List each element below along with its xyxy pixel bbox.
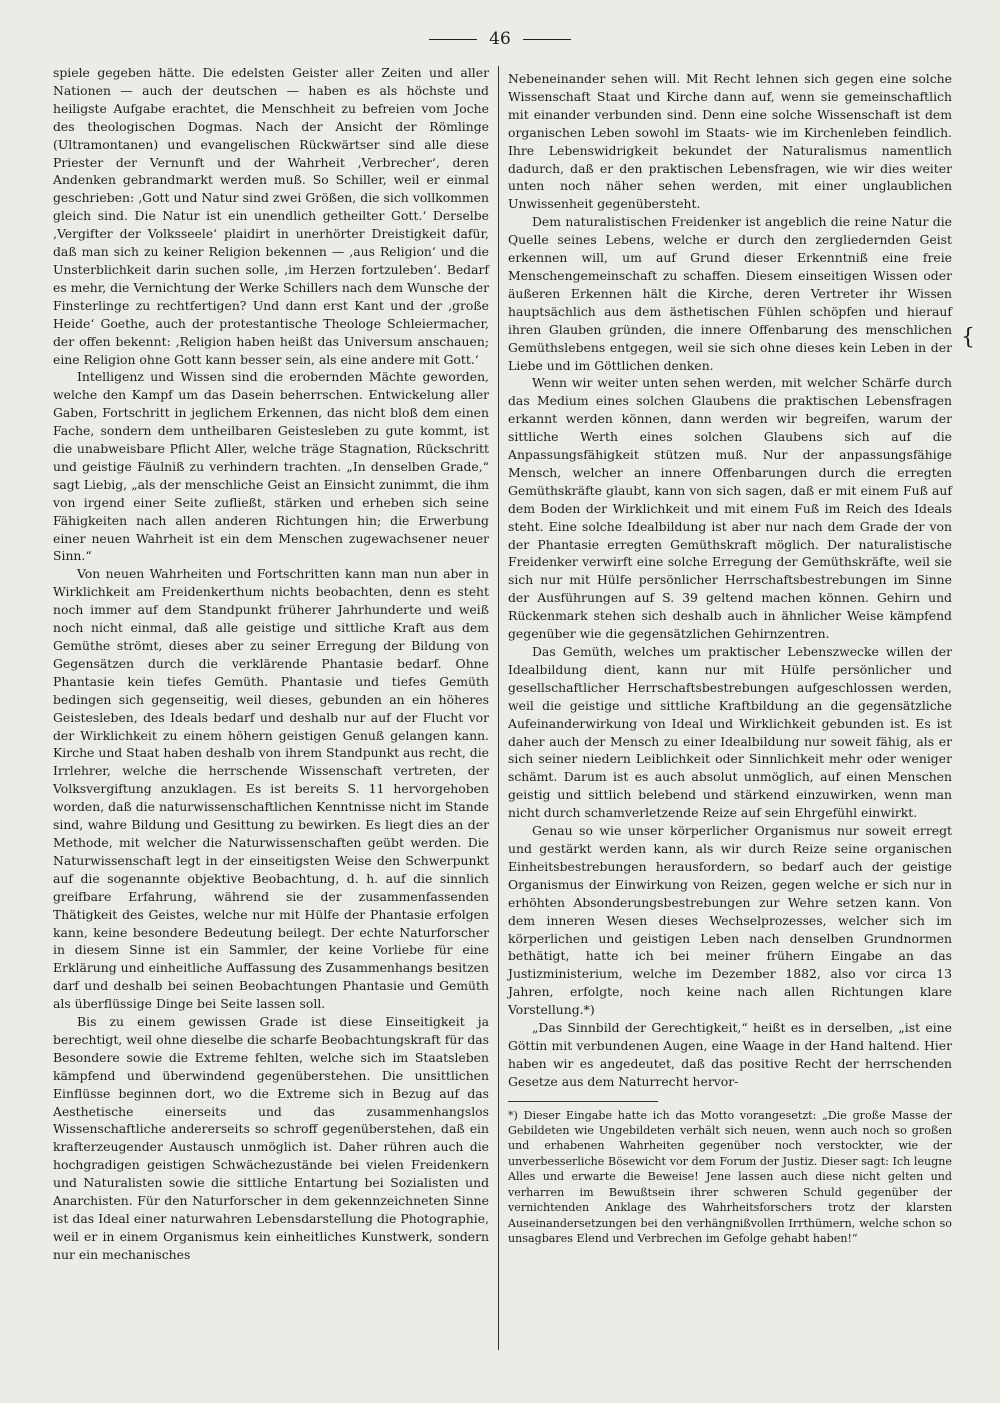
right-column <box>508 70 952 1246</box>
paragraph: Von neuen Wahrheiten und Fortschritten kann man nun aber in Wirklichkeit am Freidenkerthum nichts beobachten, denn es steht noch immer auf dem Standpunkt früherer Jahrhunderte und weiß noch nicht einmal, daß alle geistige und sittliche Kraft aus dem Gemüthe strömt, dieses aber zu seiner Erregung der Bildung von Gegensätzen durch die verklärende Phantasie bedarf. Ohne Phantasie kein tiefes Gemüth. Phantasie und tiefes Gemüth bedingen sich gegenseitig, weil dieses, gebunden an ein höheres Geistesleben, des Ideals bedarf und deshalb nur auf der Flucht vor der Wirklichkeit zu einem höhern geistigen Genuß gelangen kann. Kirche und Staat haben deshalb von ihrem Standpunkt aus recht, die Irrlehrer, welche die herrschende Wissenschaft vertreten, der Volksvergiftung anzuklagen. Es ist bereits S. 11 hervorgehoben worden, daß die naturwissenschaftlichen Kenntnisse nicht im Stande sind, wahre Bildung und Gesittung zu bewirken. Es liegt dies an der Methode, mit welcher die Naturwissenschaften geübt werden. Die Naturwissenschaft legt in der einseitigsten Weise den Schwerpunkt auf die sogenannte objektive Beobachtung, d. h. auf die sinnlich greifbare Erfahrung, während sie der zusammenfassenden Thätigkeit des Geistes, welche nur mit Hülfe der Phantasie erfolgen kann, keine besondere Bedeutung beilegt. Der echte Naturforscher in diesem Sinne ist ein Sammler, der keine Vorliebe für eine Erklärung und einheitliche Auffassung des Zusammenhangs besitzen darf und deshalb bei seinen Beobachtungen Phantasie und Gemüth als überflüssige Dinge bei Seite lassen soll. <box>53 566 489 1012</box>
header-rule-left <box>429 39 477 40</box>
paragraph: Bis zu einem gewissen Grade ist diese Einseitigkeit ja berechtigt, weil ohne dieselbe die scharfe Beobachtungskraft für das Besondere sowie die Extreme fehlten, welche sich im Staatsleben kämpfend und überwindend gegenüberstehen. Die unsittlichen Einflüsse beginnen dort, wo die Extreme sich in Bezug auf das Aesthetische einerseits und das zusammenhangslos Wissenschaftliche andererseits so schroff gegenüberstehen, daß ein krafterzeugender Austausch unmöglich ist. Daher rühren auch die hochgradigen geistigen Schwächezustände bei vielen Freidenkern und Naturalisten sowie die sittliche Entartung bei Sozialisten und Anarchisten. Für den Naturforscher in dem gekennzeichneten Sinne ist das Ideal einer naturwahren Lebensdarstellung die Photographie, weil er in einem Organismus kein einheitliches Kunstwerk, sondern nur ein mechanisches <box>53 1014 489 1262</box>
footnote: *) Dieser Eingabe hatte ich das Motto vorangesetzt: „Die große Masse der Gebildeten wie Ungebildeten verhält sich neuen, wenn auch noch so großen und erhabenen Wahrheiten gegenüber noch verstockter, wie der unverbesserliche Bösewicht vor dem Forum der Justiz. Dieser sagt: Ich leugne Alles und erwarte die Beweise! Jene lassen auch diese nicht gelten und verharren im Bewußtsein ihrer schweren Schuld gegenüber der vernichtenden Anklage des Wahrheitsforschers trotz der klarsten Auseinandersetzungen bei den verhängnißvollen Irrthümern, welche schon so unsagbares Elend und Verbrechen im Gefolge gehabt haben!“ <box>508 1108 952 1245</box>
footnote-rule <box>508 1101 658 1102</box>
column-divider <box>498 66 499 1350</box>
paragraph: Intelligenz und Wissen sind die erobernden Mächte geworden, welche den Kampf um das Dasein beherrschen. Entwickelung aller Gaben, Fortschritt in jeglichem Erkennen, das nicht bloß dem einen Fache, sondern dem untheilbaren Geistesleben zu gute kommt, ist die unabweisbare Pflicht Aller, welche träge Stagnation, Rückschritt und geistige Fäulniß zu verhindern trachten. „In denselben Grade,“ sagt Liebig, „als der menschliche Geist an Einsicht zunimmt, die ihm von irgend einer Seite zufließt, stärken und erheben sich seine Fähigkeiten nach allen anderen Richtungen hin; die Erwerbung einer neuen Wahrheit ist ein dem Menschen zugewachsener neuer Sinn.“ <box>53 369 489 564</box>
paragraph: Dem naturalistischen Freidenker ist angeblich die reine Natur die Quelle seines Lebens, welche er durch den zergliedernden Geist erkennen will, um auf Grund dieser Erkenntniß eine freie Menschengemeinschaft zu schaffen. Diesem einseitigen Wissen oder äußeren Erkennen hält die Kirche, deren Vertreter ihr Wissen hauptsächlich aus dem ästhetischen Fühlen schöpfen und hierauf ihren Glauben gründen, die innere Offenbarung des menschlichen Gemüthslebens entgegen, weil sie sich ohne dieses kein Leben in der Liebe und im Göttlichen denken. <box>508 214 952 373</box>
left-column <box>53 64 489 1264</box>
paragraph: Genau so wie unser körperlicher Organismus nur soweit erregt und gestärkt werden kann, als wir durch Reize seine organischen Einheitsbestrebungen herausfordern, so bedarf auch der geistige Organismus der Einwirkung von Reizen, gegen welche er sich nur in erhöhten Absonderungsbestrebungen zur Wehre setzen kann. Von dem inneren Wesen dieses Wechselprozesses, welcher sich im körperlichen und geistigen Leben nach denselben Grundnormen bethätigt, hatte ich bei meiner frühern Eingabe an das Justizministerium, welche im Dezember 1882, also vor circa 13 Jahren, erfolgte, noch keine nach allen Richtungen klare Vorstellung.*) <box>508 823 952 1018</box>
page-header <box>0 24 1000 54</box>
paragraph: spiele gegeben hätte. Die edelsten Geister aller Zeiten und aller Nationen — auch der deutschen — haben es als höchste und heiligste Aufgabe erachtet, die Menschheit zu befreien vom Joche des theologischen Dogmas. Nach der Ansicht der Römlinge (Ultramontanen) und evangelischen Rückwärtser sind alle diese Priester der Vernunft und der Wahrheit ‚Verbrecher‘, deren Andenken gebrandmarkt werden muß. So Schiller, weil er einmal geschrieben: ‚Gott und Natur sind zwei Größen, die sich vollkommen gleich sind. Die Natur ist ein unendlich getheilter Gott.‘ Derselbe ‚Vergifter der Volksseele‘ plaidirt in unerhörter Dreistigkeit dafür, daß man sich zu keiner Religion bekennen — ‚aus Religion‘ und die Unsterblichkeit darin suchen solle, ‚im Herzen fortzuleben‘. Bedarf es mehr, die Vernichtung der Werke Schillers nach dem Wunsche der Finsterlinge zu rechtfertigen? Und dann erst Kant und der ‚große Heide‘ Goethe, auch der protestantische Theologe Schleiermacher, der offen bekennt: ‚Religion haben heißt das Universum anschauen; eine Religion ohne Gott kann besser sein, als eine andere mit Gott.‘ <box>53 65 489 367</box>
paragraph: „Das Sinnbild der Gerechtigkeit,“ heißt es in derselben, „ist eine Göttin mit verbundenen Augen, eine Waage in der Hand haltend. Hier haben wir es angedeutet, daß das positive Recht der herrschenden Gesetze aus dem Naturrecht hervor- <box>508 1020 952 1089</box>
margin-brace-mark: { <box>961 325 975 350</box>
paragraph: Nebeneinander sehen will. Mit Recht lehnen sich gegen eine solche Wissenschaft Staat und Kirche dann auf, wenn sie gemeinschaftlich mit einander verbunden sind. Denn eine solche Wissenschaft ist dem organischen Leben sowohl im Staats- wie im Kirchenleben feindlich. Ihre Lebenswidrigkeit bekundet der Naturalismus namentlich dadurch, daß er den praktischen Lebensfragen, wie wir dies weiter unten noch näher sehen werden, mit einer unglaublichen Unwissenheit gegenübersteht. <box>508 71 952 212</box>
page-number: 46 <box>489 29 511 49</box>
paragraph: Wenn wir weiter unten sehen werden, mit welcher Schärfe durch das Medium eines solchen Glaubens die praktischen Lebensfragen erkannt werden können, dann werden wir begreifen, warum der sittliche Werth eines solchen Glaubens sich auf die Anpassungsfähigkeit stützen muß. Nur der anpassungsfähige Mensch, welcher an innere Offenbarungen durch die erregten Gemüthskräfte glaubt, kann von sich sagen, daß er mit einem Fuß auf dem Boden der Wirklichkeit und mit einem Fuß im Reich des Ideals steht. Eine solche Idealbildung ist aber nur nach dem Grade der von der Phantasie erregten Gemüthskraft möglich. Der naturalistische Freidenker verwirft eine solche Erregung der Gemüthskräfte, weil sie sich nur mit Hülfe persönlicher Herrschaftsbestrebungen im Sinne der Ausführungen auf S. 39 geltend machen können. Gehirn und Rückenmark stehen sich deshalb auch in ähnlicher Weise kämpfend gegenüber wie die gegensätzlichen Gehirnzentren. <box>508 375 952 642</box>
paragraph: Das Gemüth, welches um praktischer Lebenszwecke willen der Idealbildung dient, kann nur mit Hülfe persönlicher und gesellschaftlicher Herrschaftsbestrebungen aufgeschlossen werden, weil die geistige und sittliche Kraftbildung an die gegensätzliche Aufeinanderwirkung von Ideal und Wirklichkeit gebunden ist. Es ist daher auch der Mensch zu einer Idealbildung nur soweit fähig, als er sich seiner niedern Leiblichkeit oder Sinnlichkeit mehr oder weniger schämt. Darum ist es auch absolut unmöglich, auf einen Menschen geistig und sittlich belebend und stärkend einzuwirken, wenn man nicht durch schamverletzende Reize auf sein Ehrgefühl einwirkt. <box>508 644 952 821</box>
header-rule-right <box>523 39 571 40</box>
